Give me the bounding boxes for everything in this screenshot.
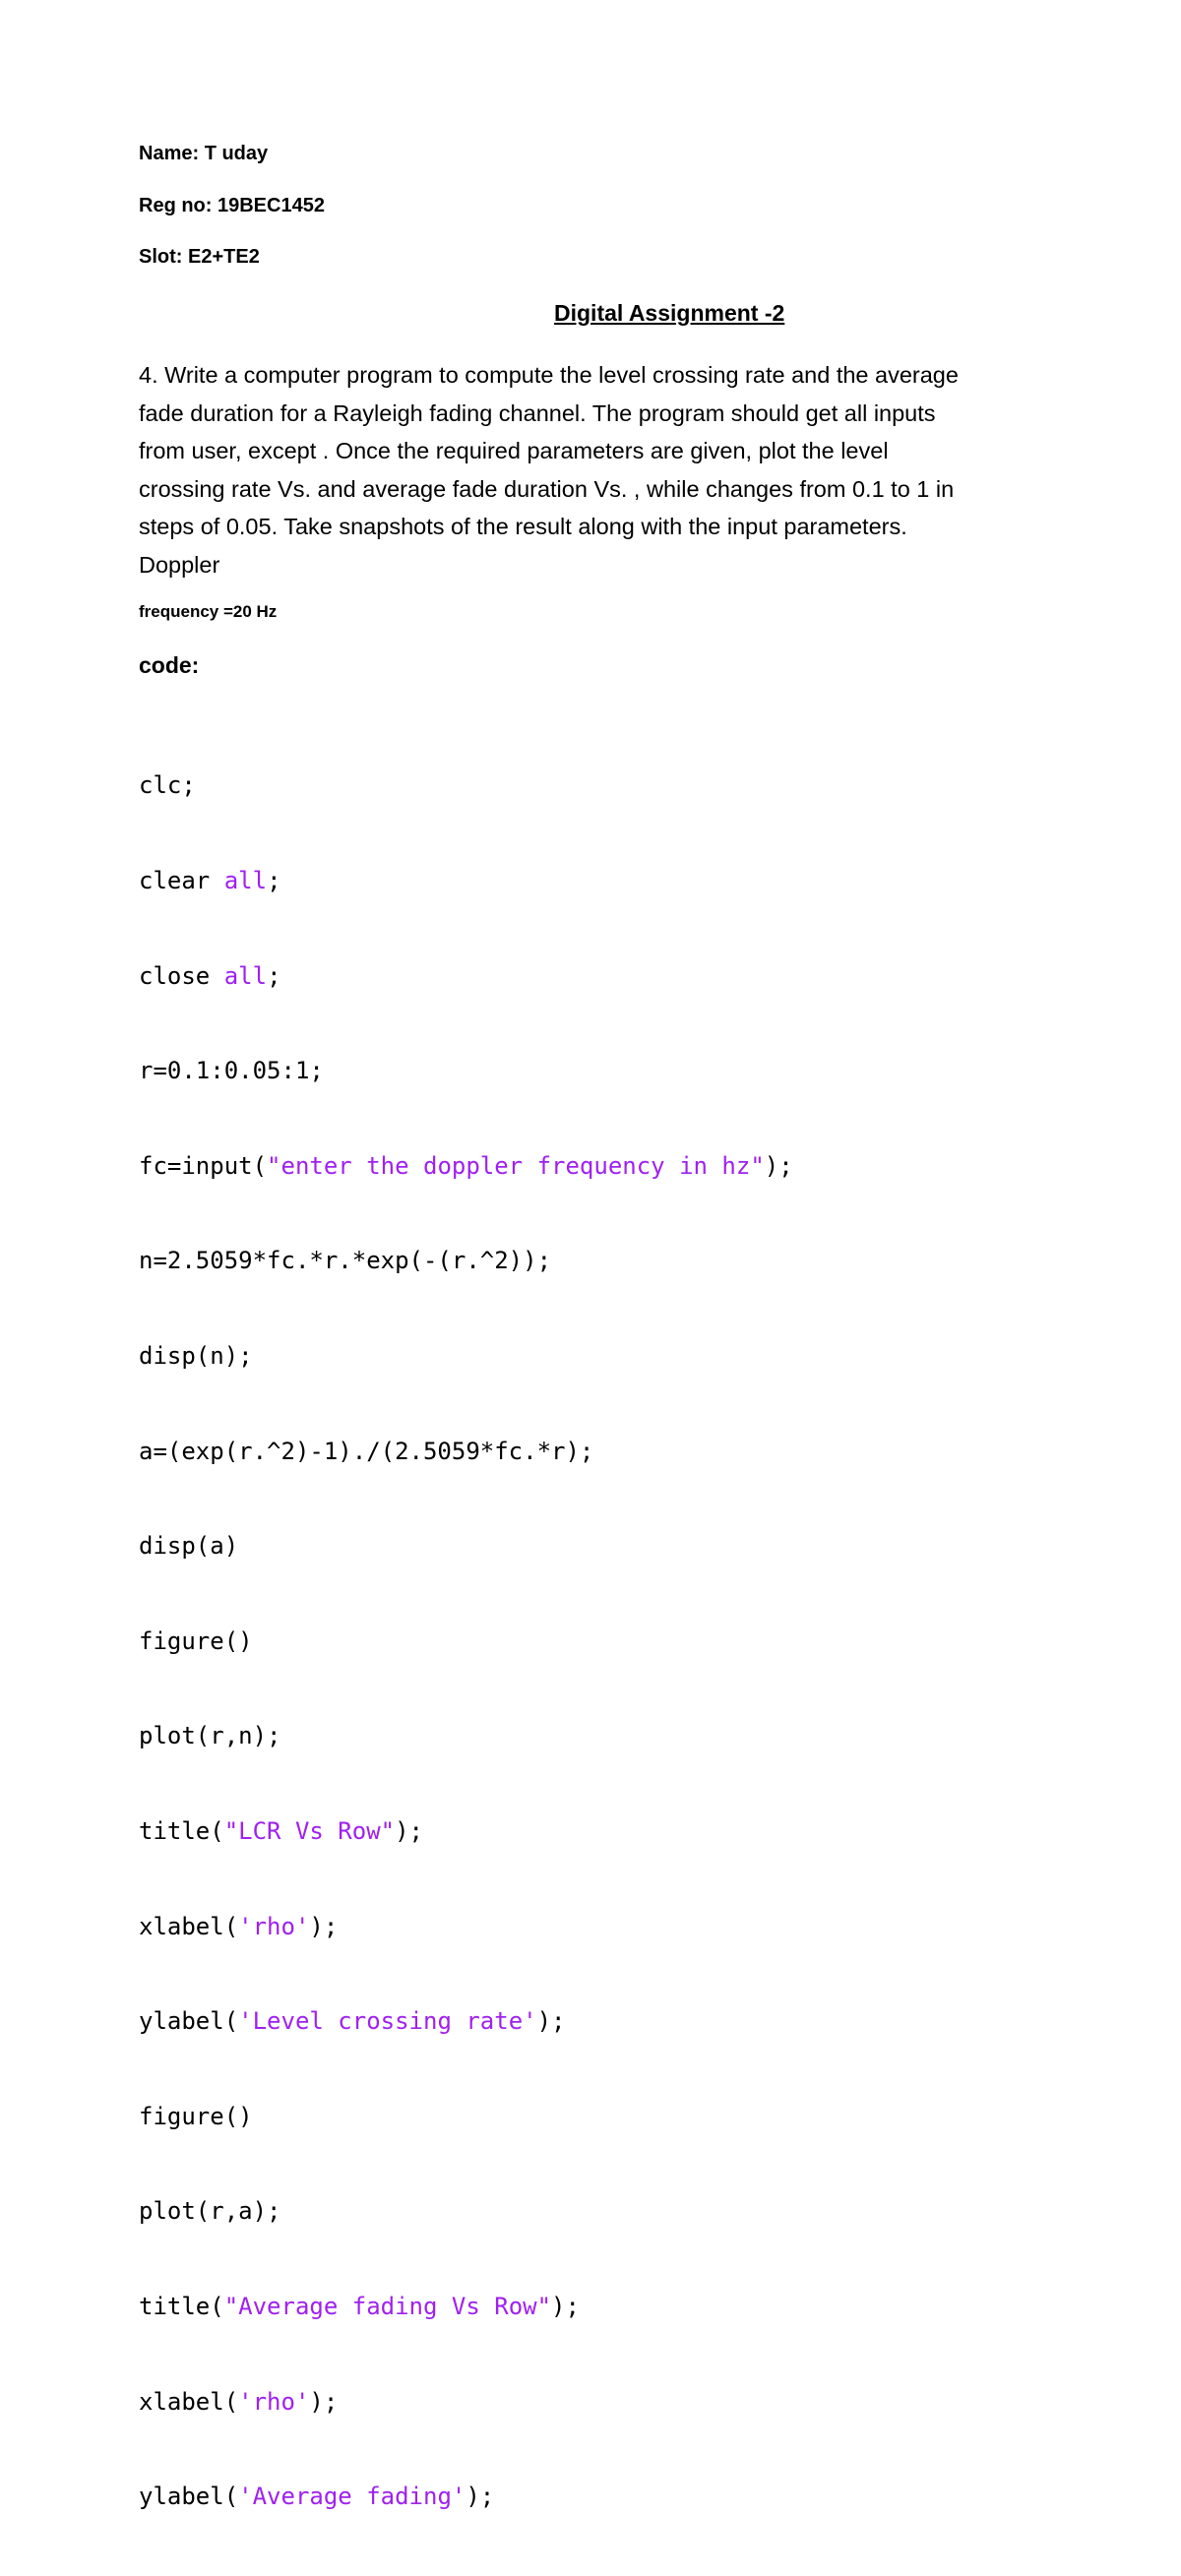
code-line: clc;: [139, 771, 196, 800]
code-line: title("LCR Vs Row");: [139, 1816, 423, 1845]
question-line: from user, except . Once the required parameters are given, plot the level: [139, 438, 889, 464]
slot: Slot: E2+TE2: [139, 246, 260, 268]
string-literal: "enter the doppler frequency in hz": [267, 1151, 765, 1180]
string-literal: 'rho': [238, 2387, 310, 2416]
string-literal: 'rho': [238, 1912, 310, 1940]
code-line: close all;: [139, 961, 281, 990]
code-line: xlabel('rho');: [139, 2387, 339, 2416]
frequency-note: frequency =20 Hz: [139, 602, 278, 621]
code-line: plot(r,a);: [139, 2197, 281, 2226]
registration-number: Reg no: 19BEC1452: [139, 195, 325, 216]
question-text: [139, 356, 1054, 584]
string-literal: 'Level crossing rate': [238, 2007, 537, 2036]
question-line: fade duration for a Rayleigh fading channel. The program should get all inputs: [139, 399, 936, 426]
string-literal: "LCR Vs Row": [223, 1816, 396, 1845]
code-line: figure(): [139, 2102, 253, 2130]
code-heading: code:: [139, 652, 200, 678]
code-block: [139, 706, 793, 2576]
code-line: figure(): [139, 1626, 253, 1655]
code-line: title("Average fading Vs Row");: [139, 2292, 580, 2320]
code-line: fc=input("enter the doppler frequency in hz");: [139, 1151, 793, 1180]
code-line: plot(r,n);: [139, 1722, 281, 1750]
question-line: Doppler: [139, 551, 220, 578]
string-literal: "Average fading Vs Row": [223, 2292, 552, 2320]
student-name: Name: T uday: [139, 143, 269, 164]
code-line: clear all;: [139, 867, 281, 894]
question-line: 4. Write a computer program to compute the level crossing rate and the average: [139, 362, 959, 388]
question-line: crossing rate Vs. and average fade duration Vs. , while changes from 0.1 to 1 in: [139, 475, 955, 502]
assignment-title: Digital Assignment -2: [554, 300, 785, 326]
code-line: n=2.5059*fc.*r.*exp(-(r.^2));: [139, 1247, 552, 1275]
keyword: all: [223, 961, 268, 990]
code-line: ylabel('Level crossing rate');: [139, 2007, 566, 2036]
string-literal: 'Average fading': [238, 2483, 466, 2511]
code-line: xlabel('rho');: [139, 1912, 339, 1940]
code-line: disp(n);: [139, 1341, 253, 1370]
code-line: disp(a): [139, 1532, 239, 1561]
code-line: r=0.1:0.05:1;: [139, 1057, 324, 1085]
question-line: steps of 0.05. Take snapshots of the result along with the input parameters.: [139, 514, 907, 540]
keyword: all: [223, 867, 268, 894]
code-line: ylabel('Average fading');: [139, 2483, 495, 2511]
code-line: a=(exp(r.^2)-1)./(2.5059*fc.*r);: [139, 1437, 594, 1465]
